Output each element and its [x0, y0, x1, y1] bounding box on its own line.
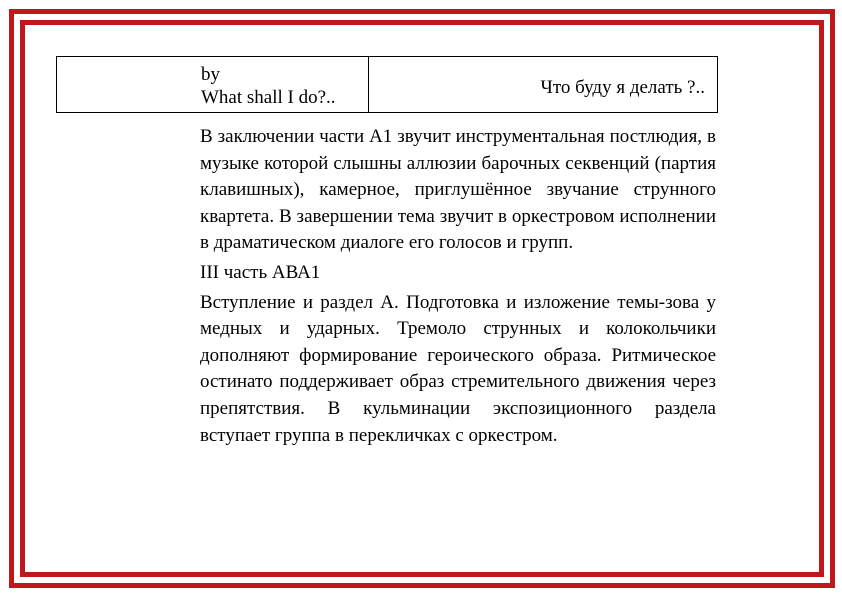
paragraph-introduction: Вступление и раздел А. Подготовка и изложение темы-зова у медных и ударных. Тремоло струнных и колокольчики дополняют формирование героического образа. Ритмическое остинато поддерживает образ стремительного движения через препятствия. В кульминации экспозиционного раздела вступает группа в перекличках с оркестром.: [200, 291, 716, 446]
header-russian-cell: Что буду я делать ?..: [540, 77, 705, 98]
header-divider: [368, 57, 369, 112]
header-english-line1: by: [201, 64, 220, 85]
header-english-cell: [201, 63, 336, 109]
section-heading: III часть АВА1: [200, 261, 321, 283]
header-english-line2: What shall I do?..: [201, 87, 336, 108]
paragraph-postlude: В заключении части А1 звучит инструментальная постлюдия, в музыке которой слышны аллюзии барочных секвенций (партия клавишных), камерное, приглушённое звучание струнного квартета. В завершении тема звучит в оркестровом исполнении в драматическом диалоге его голосов и групп.: [200, 126, 716, 254]
main-text: [200, 124, 716, 449]
header-table: [56, 56, 718, 113]
